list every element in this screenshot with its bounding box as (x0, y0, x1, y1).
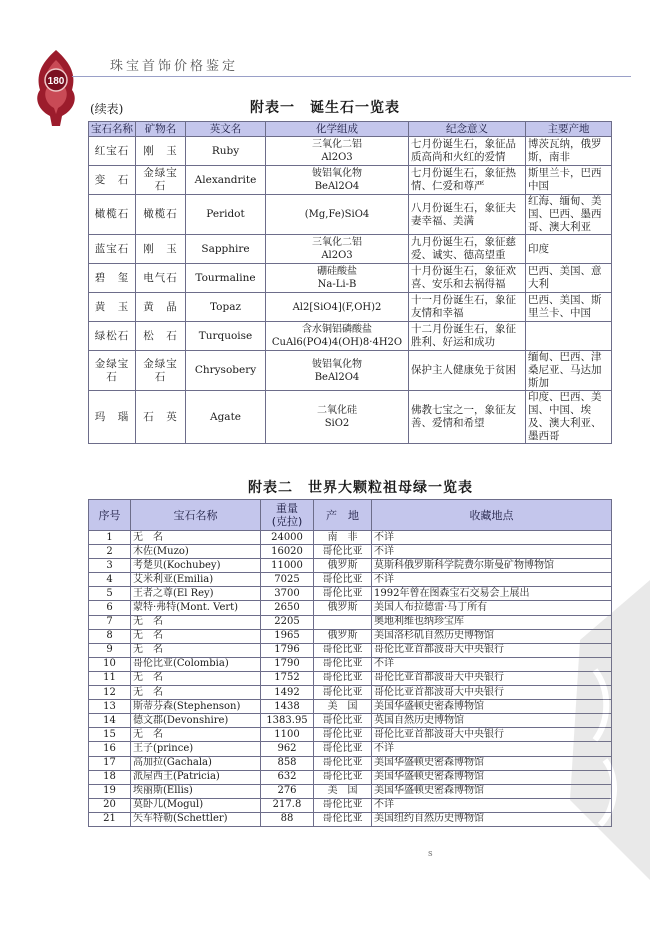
table-row (89, 545, 612, 559)
table2-cell: 6 (89, 601, 131, 615)
table1-cell: 含水铜铝磷酸盐 CuAl6(PO4)4(OH)8·4H2O (266, 322, 409, 351)
table2-cell (314, 615, 372, 629)
table2-cell: 15 (89, 728, 131, 742)
table2-cell: 矢车特勒(Schettler) (131, 812, 261, 826)
table-row (89, 700, 612, 714)
table1-cell: (Mg,Fe)SiO4 (266, 195, 409, 235)
table-row (89, 756, 612, 770)
table-row (89, 728, 612, 742)
table2-cell: 962 (261, 742, 314, 756)
table1-cell: 十月份诞生石，象征欢喜、安乐和去祸得福 (409, 264, 526, 293)
birthstone-table (88, 121, 612, 444)
table1-cell: 金绿宝石 (89, 351, 136, 391)
table1-cell: 电气石 (136, 264, 186, 293)
table2-cell: 5 (89, 587, 131, 601)
table1-cell: 三氧化二铝 Al2O3 (266, 137, 409, 166)
table2-cell: 3700 (261, 587, 314, 601)
table2-cell: 蒙特·弗特(Mont. Vert) (131, 601, 261, 615)
table1-cell: Topaz (186, 293, 266, 322)
table-row (89, 531, 612, 545)
table-row (89, 601, 612, 615)
table-row (89, 784, 612, 798)
table2-cell: 16 (89, 742, 131, 756)
table2-cell: 217.8 (261, 798, 314, 812)
table1-cell: 碧 玺 (89, 264, 136, 293)
table1-cell: 松 石 (136, 322, 186, 351)
table-row (89, 671, 612, 685)
table1-header-row (89, 122, 612, 137)
table2-cell: 1790 (261, 657, 314, 671)
table2-cell: 不详 (372, 545, 612, 559)
table1-cell: 刚 玉 (136, 235, 186, 264)
table1-cell: 保护主人健康免于贫困 (409, 351, 526, 391)
table2-cell: 不详 (372, 742, 612, 756)
table1-cell: 铍铝氧化物 BeAl2O4 (266, 351, 409, 391)
table1-header-cell: 主要产地 (526, 122, 612, 137)
table2-cell: 哥伦比亚首都波哥大中央银行 (372, 686, 612, 700)
table2-cell: 美国纽约自然历史博物馆 (372, 812, 612, 826)
table2-caption: 附表二 世界大颗粒祖母绿一览表 (248, 480, 473, 496)
table1-cell: 玛 瑙 (89, 391, 136, 444)
table2-cell: 4 (89, 573, 131, 587)
page-marker: s (428, 849, 433, 859)
logo-text: 180 (47, 76, 65, 87)
table2-cell: 14 (89, 714, 131, 728)
table2-cell: 12 (89, 686, 131, 700)
table1-caption: 附表一 诞生石一览表 (250, 100, 400, 116)
table2-cell: 哥伦比亚 (314, 686, 372, 700)
table2-cell: 无 名 (131, 686, 261, 700)
table2-cell: 2 (89, 545, 131, 559)
table-row (89, 137, 612, 166)
table2-cell: 1100 (261, 728, 314, 742)
table2-cell: 美 国 (314, 700, 372, 714)
table-row (89, 643, 612, 657)
table1-continued-label: (续表) (90, 102, 124, 116)
watermark-seal-icon (550, 560, 650, 900)
table-row (89, 559, 612, 573)
table2-cell: 1383.95 (261, 714, 314, 728)
table2-cell: 哥伦比亚 (314, 643, 372, 657)
header-rule (72, 76, 631, 77)
table1-cell: 印度、巴西、美国、中国、埃及、澳大利亚、墨西哥 (526, 391, 612, 444)
table2-cell: 19 (89, 784, 131, 798)
table2-cell: 无 名 (131, 643, 261, 657)
table1-cell: 三氧化二铝 Al2O3 (266, 235, 409, 264)
table1-header-cell: 纪念意义 (409, 122, 526, 137)
table2-cell: 21 (89, 812, 131, 826)
table2-cell: 哥伦比亚首都波哥大中央银行 (372, 643, 612, 657)
table-row (89, 657, 612, 671)
table1-cell: Alexandrite (186, 166, 266, 195)
table-row (89, 235, 612, 264)
table1-cell: 金绿宝石 (136, 166, 186, 195)
table2-cell: 无 名 (131, 728, 261, 742)
table2-cell: 1992年曾在图森宝石交易会上展出 (372, 587, 612, 601)
table1-header-cell: 英文名 (186, 122, 266, 137)
table1-cell: 八月份诞生石，象征夫妻幸福、美满 (409, 195, 526, 235)
table2-cell: 哥伦比亚 (314, 657, 372, 671)
table1-cell: Peridot (186, 195, 266, 235)
table2-cell: 不详 (372, 573, 612, 587)
table2-cell: 哥伦比亚 (314, 770, 372, 784)
table1-cell: 刚 玉 (136, 137, 186, 166)
table2-cell: 20 (89, 798, 131, 812)
table1-cell: 橄榄石 (89, 195, 136, 235)
table1-cell: 黄 晶 (136, 293, 186, 322)
table2-cell: 88 (261, 812, 314, 826)
table2-cell: 不详 (372, 531, 612, 545)
table2-cell: 7 (89, 615, 131, 629)
table1-cell: Ruby (186, 137, 266, 166)
table-row (89, 714, 612, 728)
table-row (89, 293, 612, 322)
table2-cell: 俄罗斯 (314, 629, 372, 643)
table2-cell: 高加拉(Gachala) (131, 756, 261, 770)
table2-cell: 德文郡(Devonshire) (131, 714, 261, 728)
table1-cell: 巴西、美国、斯里兰卡、中国 (526, 293, 612, 322)
table2-cell: 24000 (261, 531, 314, 545)
running-title: 珠宝首饰价格鉴定 (110, 59, 239, 74)
table1-cell: 橄榄石 (136, 195, 186, 235)
table2-cell: 不详 (372, 798, 612, 812)
table2-cell: 英国自然历史博物馆 (372, 714, 612, 728)
table2-cell: 哥伦比亚 (314, 756, 372, 770)
table2-cell: 无 名 (131, 615, 261, 629)
table2-cell: 17 (89, 756, 131, 770)
table1-cell: 硼硅酸盐 Na-Li-B (266, 264, 409, 293)
emerald-table (88, 499, 612, 827)
table2-cell: 632 (261, 770, 314, 784)
table1-cell: 十一月份诞生石，象征友情和幸福 (409, 293, 526, 322)
logo-emblem-icon (30, 46, 82, 128)
table2-cell: 1438 (261, 700, 314, 714)
table2-cell: 奥地利维也纳珍宝库 (372, 615, 612, 629)
table2-cell: 无 名 (131, 671, 261, 685)
table1-cell: 铍铝氧化物 BeAl2O4 (266, 166, 409, 195)
table2-cell: 派屋西王(Patricia) (131, 770, 261, 784)
table2-cell: 11000 (261, 559, 314, 573)
table2-cell: 王者之尊(El Rey) (131, 587, 261, 601)
table1-cell: 佛教七宝之一，象征友善、爱情和希望 (409, 391, 526, 444)
table2-cell: 斯蒂芬森(Stephenson) (131, 700, 261, 714)
table1-cell: 石 英 (136, 391, 186, 444)
table2-cell: 2205 (261, 615, 314, 629)
table1-cell: 缅甸、巴西、津桑尼亚、马达加斯加 (526, 351, 612, 391)
table2-cell: 美 国 (314, 784, 372, 798)
table-row (89, 798, 612, 812)
table2-cell: 考楚贝(Kochubey) (131, 559, 261, 573)
table2-cell: 哥伦比亚(Colombia) (131, 657, 261, 671)
table2-cell: 1796 (261, 643, 314, 657)
table1-header-cell: 矿物名 (136, 122, 186, 137)
table-row (89, 812, 612, 826)
table1-cell: 绿松石 (89, 322, 136, 351)
table2-cell: 1 (89, 531, 131, 545)
table-row (89, 686, 612, 700)
table1-cell: 斯里兰卡，巴西中国 (526, 166, 612, 195)
table2-cell: 美国华盛顿史密森博物馆 (372, 756, 612, 770)
table2-cell: 无 名 (131, 531, 261, 545)
table-row (89, 391, 612, 444)
table1-cell: 十二月份诞生石，象征胜利、好运和成功 (409, 322, 526, 351)
table2-cell: 俄罗斯 (314, 601, 372, 615)
table1-cell: 二氧化硅 SiO2 (266, 391, 409, 444)
table2-cell: 莫斯科俄罗斯科学院费尔斯曼矿物博物馆 (372, 559, 612, 573)
table2-cell: 3 (89, 559, 131, 573)
table2-header-cell: 收藏地点 (372, 500, 612, 531)
table1-header-cell: 宝石名称 (89, 122, 136, 137)
table-row (89, 351, 612, 391)
table2-cell: 1492 (261, 686, 314, 700)
table2-cell: 无 名 (131, 629, 261, 643)
table2-cell: 哥伦比亚 (314, 587, 372, 601)
table1-cell: 印度 (526, 235, 612, 264)
table2-cell: 王子(prince) (131, 742, 261, 756)
table2-cell: 美国华盛顿史密森博物馆 (372, 770, 612, 784)
table2-cell: 11 (89, 671, 131, 685)
table1-cell: 红海、缅甸、美国、巴西、墨西哥、澳大利亚 (526, 195, 612, 235)
table2-cell: 858 (261, 756, 314, 770)
table2-cell: 1965 (261, 629, 314, 643)
table2-cell: 7025 (261, 573, 314, 587)
table2-cell: 哥伦比亚 (314, 812, 372, 826)
table2-cell: 10 (89, 657, 131, 671)
table-row (89, 587, 612, 601)
table1-cell (526, 322, 612, 351)
table2-cell: 2650 (261, 601, 314, 615)
table2-cell: 美国华盛顿史密森博物馆 (372, 784, 612, 798)
table1-header-cell: 化学组成 (266, 122, 409, 137)
table2-cell: 哥伦比亚 (314, 671, 372, 685)
table2-header-cell: 宝石名称 (131, 500, 261, 531)
table1-cell: 蓝宝石 (89, 235, 136, 264)
table2-header-cell: 重量 (克拉) (261, 500, 314, 531)
table2-cell: 哥伦比亚 (314, 573, 372, 587)
table1-cell: 巴西、美国、意大利 (526, 264, 612, 293)
table2-cell: 哥伦比亚 (314, 714, 372, 728)
table1-cell: 黄 玉 (89, 293, 136, 322)
table2-header-row (89, 500, 612, 531)
table1-cell: 七月份诞生石，象征热情、仁爱和尊严 (409, 166, 526, 195)
table1-cell: Sapphire (186, 235, 266, 264)
table-row (89, 322, 612, 351)
table2-cell: 哥伦比亚 (314, 545, 372, 559)
table2-cell: 南 非 (314, 531, 372, 545)
table2-cell: 1752 (261, 671, 314, 685)
table-row (89, 770, 612, 784)
table1-cell: Turquoise (186, 322, 266, 351)
table2-header-cell: 产 地 (314, 500, 372, 531)
table-row (89, 195, 612, 235)
table2-cell: 16020 (261, 545, 314, 559)
table2-cell: 艾米利亚(Emilia) (131, 573, 261, 587)
table2-cell: 莫卧儿(Mogul) (131, 798, 261, 812)
table1-cell: 红宝石 (89, 137, 136, 166)
table2-cell: 哥伦比亚 (314, 742, 372, 756)
table2-cell: 276 (261, 784, 314, 798)
table2-cell: 9 (89, 643, 131, 657)
table1-cell: 九月份诞生石，象征慈爱、诚实、德高望重 (409, 235, 526, 264)
table2-cell: 哥伦比亚首都波哥大中央银行 (372, 671, 612, 685)
table-row (89, 573, 612, 587)
table2-cell: 13 (89, 700, 131, 714)
table2-header-cell: 序号 (89, 500, 131, 531)
table1-cell: 金绿宝石 (136, 351, 186, 391)
table2-cell: 18 (89, 770, 131, 784)
table2-cell: 哥伦比亚 (314, 798, 372, 812)
table2-cell: 哥伦比亚 (314, 728, 372, 742)
table1-cell: Chrysobery (186, 351, 266, 391)
table-row (89, 742, 612, 756)
table2-cell: 美国人布拉德雷·马丁所有 (372, 601, 612, 615)
table2-cell: 美国洛杉矶自然历史博物馆 (372, 629, 612, 643)
table1-cell: 变 石 (89, 166, 136, 195)
table2-cell: 哥伦比亚首都波哥大中央银行 (372, 728, 612, 742)
table1-cell: Agate (186, 391, 266, 444)
table-row (89, 264, 612, 293)
table2-cell: 8 (89, 629, 131, 643)
table2-cell: 不详 (372, 657, 612, 671)
table2-cell: 木佐(Muzo) (131, 545, 261, 559)
table2-cell: 埃丽斯(Ellis) (131, 784, 261, 798)
table1-cell: 七月份诞生石，象征品质高尚和火红的爱情 (409, 137, 526, 166)
table1-cell: Al2[SiO4](F,OH)2 (266, 293, 409, 322)
table1-cell: 博茨瓦纳，俄罗斯，南非 (526, 137, 612, 166)
table-row (89, 615, 612, 629)
table2-cell: 美国华盛顿史密森博物馆 (372, 700, 612, 714)
table-row (89, 629, 612, 643)
table-row (89, 166, 612, 195)
table1-cell: Tourmaline (186, 264, 266, 293)
table2-cell: 俄罗斯 (314, 559, 372, 573)
